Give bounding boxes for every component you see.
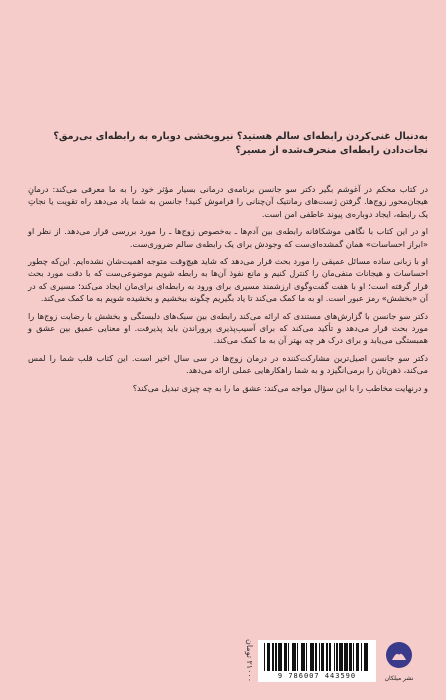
blurb-paragraph: او در این کتاب با نگاهی موشکافانه رابطه‌ی بین آدم‌ها ـ به‌خصوص زوج‌ها ـ را مورد بررسی قرار می‌دهد. از نظر او «ابراز احساسات» همان گمشده‌ای‌ست که وجودش برای یک رابطه‌ی سالم ضروری‌ست. [28,226,428,249]
publisher-logo [384,640,414,682]
intro-line: به‌دنبال غنی‌کردن رابطه‌ای سالم هستید؟ نیروبخشی دوباره به رابطه‌ای بی‌رمق؟ [53,131,428,142]
barcode-bars [264,643,370,671]
barcode-number: 9 786007 443590 [277,672,357,680]
intro-line: نجات‌دادن رابطه‌ای منحرف‌شده از مسیر؟ [235,145,428,156]
blurb-paragraph: دکتر سو جانسن با گزارش‌های مستندی که ارائه می‌کند رابطه‌ی بین سبک‌های دلبستگی و بخشش با رضایت زوج‌ها را مورد بحث قرار می‌دهد و تأکید می‌کند که برای آسیب‌پذیری پروراندن باید پذیرفت. او معنایی عمیق بین عشق و همبستگی می‌یابد و برای درک هر چه بهتر آن به ما کمک می‌کند. [28,310,428,346]
price-label: ۲۱۰۰۰ تومان [245,638,254,682]
blurb-paragraph: دکتر سو جانسن اصیل‌ترین مشارکت‌کننده در درمان زوج‌ها در سی سال اخیر است. این کتاب قلب شما را لمس می‌کند، ذهن‌تان را برمی‌انگیزد و به شما راهکارهایی عملی ارائه می‌دهد. [28,352,428,376]
publisher-name: نشر میلکان [384,675,414,682]
publisher-logo-icon [384,640,414,670]
blurb-text [28,183,428,399]
blurb-paragraph: در کتاب محکم در آغوشم بگیر دکتر سو جانسن برنامه‌ی درمانی بسیار مؤثر خود را به ما معرفی می‌کند: درمانِ هیجان‌محور زوج‌ها. گرفتن ژست‌های رمانتیک آن‌چنانی را فراموش کنید! جانسن به شما یاد می‌دهد راه تقویت یا نجاتِ یک رابطه، ایجاد دوباره‌ی پیوند عاطفی امن است. [28,184,428,219]
blurb-paragraph: او با زبانی ساده مسائل عمیقی را مورد بحث قرار می‌دهد که شاید هیچ‌وقت متوجه اهمیت‌شان نشده‌ایم. این‌که چطور احساسات و هیجانات منفی‌مان را کنترل کنیم و مانع نفوذ آن‌ها به رابطه شویم موضوعی‌ست که با دقت مورد بحث قرار گرفته است؛ او با هفت گفت‌وگوی ارزشمند مسیری برای ورود به رابطه‌ای برای‌مان ایجاد می‌کند؛ مسیری که در آن «بخشش» رمز عبور است. او به ما کمک می‌کند تا یاد بگیریم چگونه ببخشیم و بخشیده شویم به ما کمک می‌کند. [28,256,428,304]
intro-questions [28,130,428,158]
barcode-gap [368,643,369,671]
blurb-paragraph: و درنهایت مخاطب را با این سؤال مواجه می‌کند: عشق ما را به چه چیزی تبدیل می‌کند؟ [132,382,428,393]
isbn-barcode [258,640,376,682]
